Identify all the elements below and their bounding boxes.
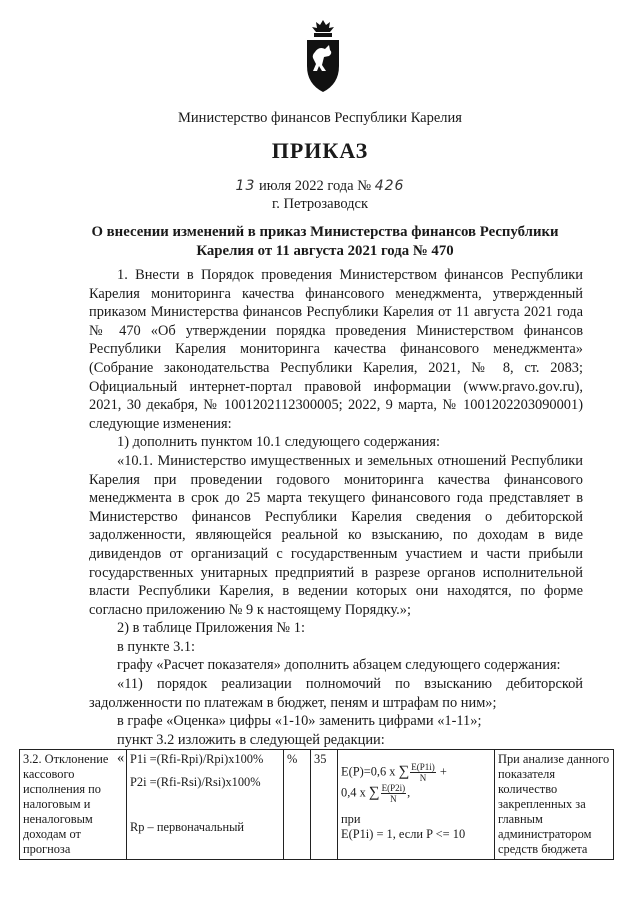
- score-formula-cell: [338, 750, 495, 860]
- fraction-1-numerator: E(P1i): [411, 762, 435, 772]
- order-subject: О внесении изменений в приказ Министерства финансов Республики Карелия от 11 августа 2021 года № 470: [91, 224, 559, 259]
- table-row: [20, 750, 614, 860]
- document-title: ПРИКАЗ: [271, 138, 369, 163]
- rp-definition: Rp – первоначальный: [130, 820, 245, 834]
- formula-p2: P2i =(Rfi-Rsi)/Rsi)x100%: [130, 775, 261, 789]
- paragraph-1: 1. Внести в Порядок проведения Министерством финансов Республики Карелия мониторинга качества финансового менеджмента, утвержденный приказом Министерства финансов Республики Карелия от 11 августа 2021 года № 470 «Об утверждении порядка проведения Министерством финансов Республики Карелия мониторинга качества финансового менеджмента» (Собрание законодательства Республики Карелия, 2021, № 8, ст. 2083; Официальный интернет-портал правовой информации (www.pravo.gov.ru), 2021, 30 декабря, № 1001202112300005; 2022, 9 марта, № 1001202203090001) следующие изменения:: [89, 267, 583, 432]
- sum-symbol: ∑: [368, 784, 380, 801]
- formula-part-b: 0,4 x: [341, 785, 366, 800]
- ministry-name: Министерство финансов Республики Карелия: [178, 110, 462, 126]
- condition-intro: при: [341, 812, 361, 826]
- fraction-1: [410, 762, 436, 783]
- city-name: г. Петрозаводск: [271, 196, 369, 212]
- sum-symbol: ∑: [398, 763, 410, 780]
- paragraph-2: 1) дополнить пунктом 10.1 следующего содержания:: [117, 434, 441, 451]
- plus-sign: +: [439, 764, 447, 779]
- analysis-note-cell: При анализе данного показателя количество закрепленных за главным администратором средств бюджета: [495, 750, 614, 860]
- fraction-2-denominator: N: [390, 794, 397, 804]
- formula-part-a: E(P)=0,6 x: [341, 764, 396, 779]
- condition-line: E(P1i) = 1, если P <= 10: [341, 827, 466, 841]
- order-date-line: [0, 178, 640, 195]
- indicator-name-cell: 3.2. Отклонение кассового исполнения по налоговым и неналоговым доходам от прогноза: [20, 750, 127, 860]
- comma: ,: [407, 785, 411, 800]
- score-formula-line-2: [341, 783, 491, 804]
- fraction-2-numerator: E(P2i): [381, 783, 406, 793]
- paragraph-3: «10.1. Министерство имущественных и земельных отношений Республики Карелия при проведении годового мониторинга качества финансового менеджмента в срок до 25 марта текущего финансового года представляет в Министерство финансов Республики Карелия сведения о дебиторской задолженности, являющейся реальной ко взысканию, по доходам в виде дивидендов от организаций с государственным участием и части прибыли государственных унитарных предприятий в разрезе органов исполнительной власти Республики Карелия, в ведении которых они находятся, по форме согласно приложению № 9 к настоящему Порядку.»;: [89, 452, 583, 618]
- order-day-handwritten: 13: [235, 178, 256, 194]
- paragraph-9: пункт 3.2 изложить в следующей редакции:: [117, 731, 385, 748]
- paragraph-7: «11) порядок реализации полномочий по взысканию дебиторской задолженности по платежам в бюджет, пеням и штрафам по ним»;: [89, 676, 583, 711]
- paragraph-6: графу «Расчет показателя» дополнить абзацем следующего содержания:: [117, 657, 561, 674]
- score-formula-line-1: [341, 762, 491, 783]
- order-date-text: июля 2022 года №: [259, 178, 372, 194]
- paragraph-8: в графе «Оценка» цифры «1-10» заменить цифрами «1-11»;: [117, 713, 482, 730]
- order-body: [89, 266, 583, 768]
- order-number-handwritten: 426: [374, 178, 405, 194]
- unit-cell: %: [284, 750, 311, 860]
- weight-cell: 35: [311, 750, 338, 860]
- paragraph-5: в пункте 3.1:: [117, 638, 196, 655]
- fraction-2: [381, 783, 407, 804]
- paragraph-4: 2) в таблице Приложения № 1:: [117, 620, 305, 637]
- formula-p1: P1i =(Rfi-Rpi)/Rpi)x100%: [130, 752, 264, 766]
- paragraph-10: «: [117, 750, 125, 767]
- fraction-1-denominator: N: [419, 773, 427, 783]
- coat-of-arms-emblem: [303, 18, 343, 94]
- calculation-cell: [127, 750, 284, 860]
- indicator-table: [19, 749, 614, 860]
